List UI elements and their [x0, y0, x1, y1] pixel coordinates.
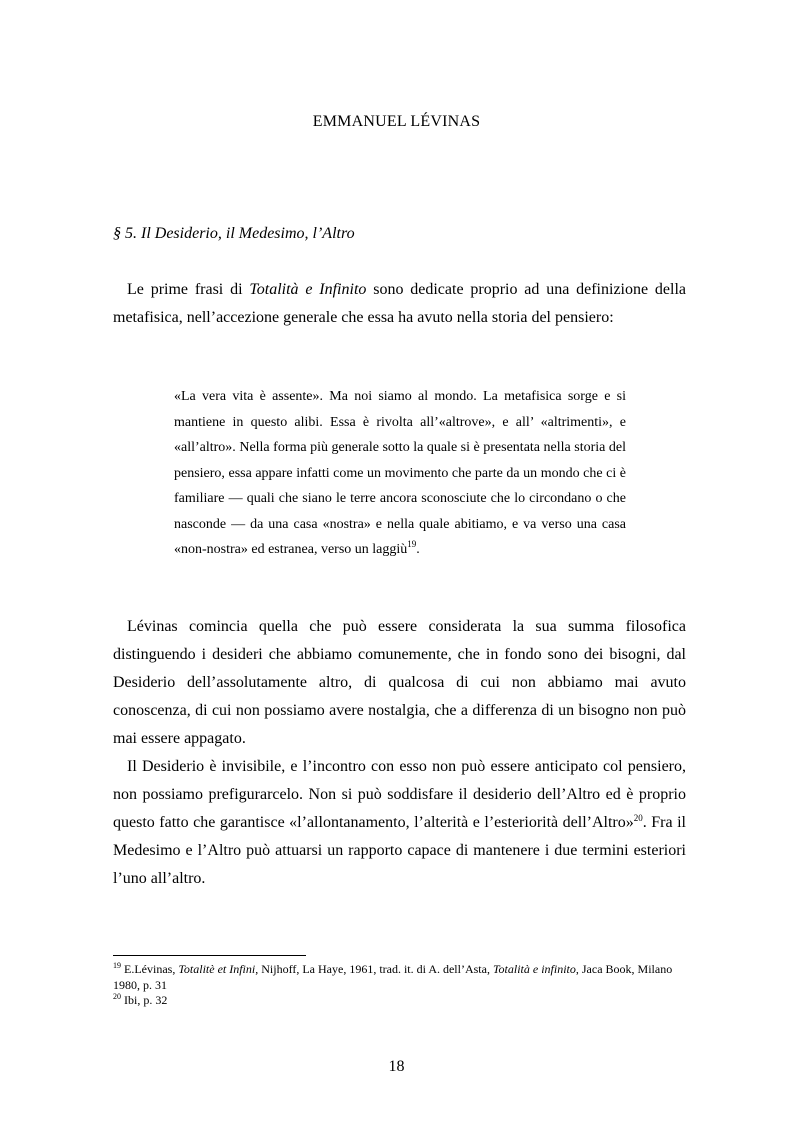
- footnote-number: 20: [113, 992, 121, 1001]
- footnote-ref-20[interactable]: 20: [633, 813, 643, 823]
- footnote-number: 19: [113, 961, 121, 970]
- footnotes: [113, 962, 686, 1009]
- footnote-text: E.Lévinas,: [121, 962, 179, 976]
- intro-paragraph: [113, 276, 686, 332]
- body-paragraph-1: Lévinas comincia quella che può essere considerata la sua summa filosofica distinguendo i desideri che abbiamo comunemente, che in fondo sono dei bisogni, dal Desiderio dell’assolutamente altro, di qualcosa di cui non abbiamo mai avuto conoscenza, di cui non possiamo avere nostalgia, che a differenza di un bisogno non può mai essere appagato.: [113, 618, 686, 747]
- footnote-separator: [113, 955, 306, 956]
- work-title: Totalità e Infinito: [249, 281, 367, 298]
- quote-end: .: [416, 542, 420, 557]
- footnote-20: [113, 993, 686, 1009]
- intro-text-before: Le prime frasi di: [127, 281, 250, 298]
- cited-title: Totalitè et Infini: [178, 962, 256, 976]
- footnote-text: , Jaca Book, Milano 1980, p. 31: [113, 962, 673, 992]
- footnote-text: , Nijhoff, La Haye, 1961, trad. it. di A. dell’Asta,: [255, 962, 493, 976]
- footnote-19: [113, 962, 686, 993]
- block-quote: [174, 384, 626, 563]
- cited-title: Totalità e infinito: [492, 962, 576, 976]
- section-title: § 5. Il Desiderio, il Medesimo, l’Altro: [113, 225, 355, 242]
- intro-text-after: sono dedicate proprio ad una definizione della metafisica, nell’accezione generale che essa ha avuto nella storia del pensiero:: [113, 281, 687, 326]
- quote-text: «La vera vita è assente». Ma noi siamo al mondo. La metafisica sorge e si mantiene in questo alibi. Essa è rivolta all’«altrove», e all’ «altrimenti», e «all’altro». Nella forma più generale sotto la quale si è presentata nella storia del pensiero, essa appare infatti come un movimento che parte da un mondo che ci è familiare — quali che siano le terre ancora sconosciute che lo circondano o che nasconde — da una casa «nostra» e nella quale abitiamo, e va verso una casa «non-nostra» ed estranea, verso un laggiù: [174, 389, 626, 557]
- footnote-ref-19[interactable]: 19: [407, 539, 417, 549]
- body-paragraph-2: [113, 753, 686, 893]
- paragraph-2-text-before: Il Desiderio è invisibile, e l’incontro con esso non può essere anticipato col pensiero, non possiamo prefigurarcelo. Non si può soddisfare il desiderio dell’Altro ed è proprio questo fatto che garantisce «l’allontanamento, l’alterità e l’esteriorità dell’Altro»: [113, 758, 686, 831]
- running-head: EMMANUEL LÉVINAS: [312, 113, 481, 130]
- page-number: 18: [388, 1058, 405, 1075]
- footnote-text: Ibi, p. 32: [121, 993, 168, 1007]
- paragraph-2-text-after: . Fra il Medesimo e l’Altro può attuarsi un rapporto capace di mantenere i due termini esteriori l’uno all’altro.: [113, 814, 687, 887]
